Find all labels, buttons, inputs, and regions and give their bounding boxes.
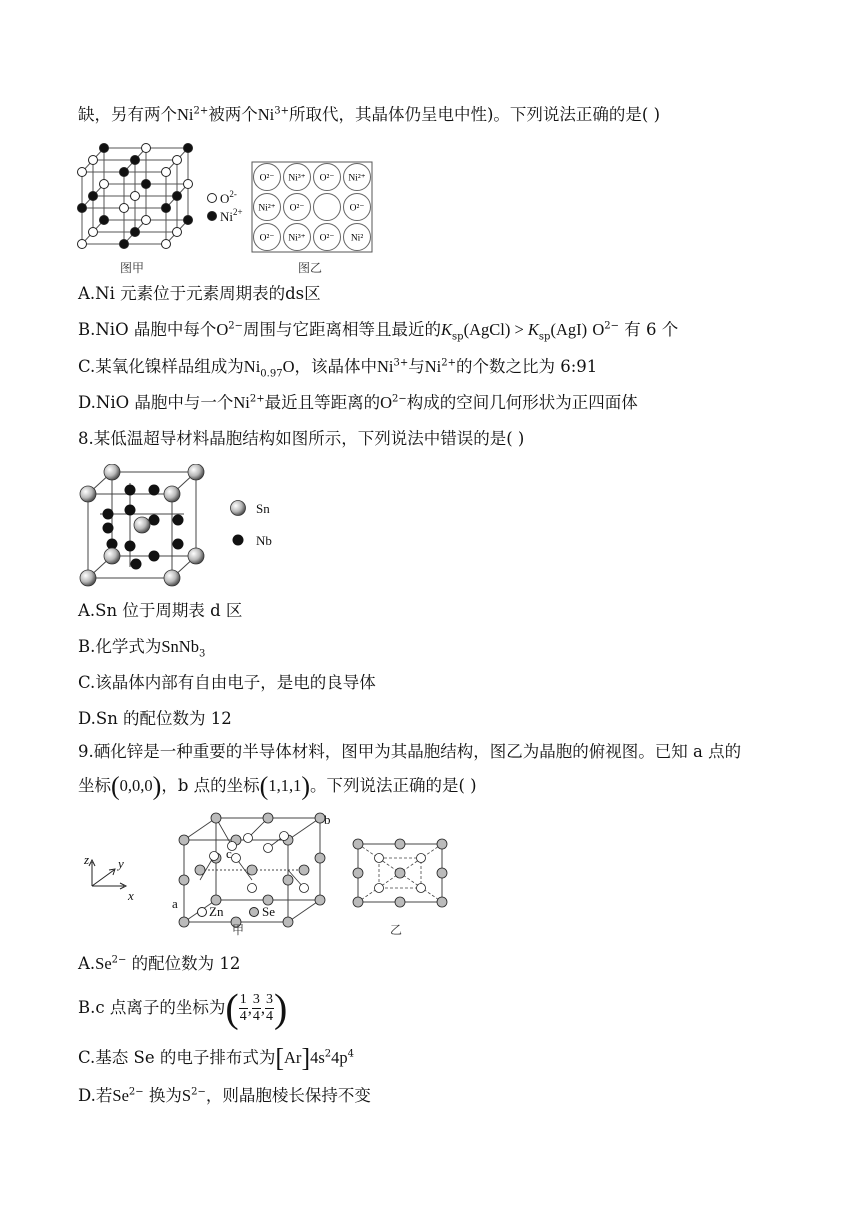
nio-defect-grid [252, 162, 372, 252]
grid-ion-label: O²⁻ [319, 173, 335, 184]
question-stem-text: 8.某低温超导材料晶胞结构如图所示，下列说法中错误的是( ) [78, 429, 525, 448]
oxide-symbol: O [592, 320, 605, 339]
q7-intro-text: 缺，另有两个 [78, 105, 177, 124]
q8-option-a [78, 599, 242, 623]
ni2-charge: 2+ [193, 105, 209, 117]
oxide-charge: 2− [604, 320, 620, 332]
point-b-label: b [324, 812, 331, 827]
oxide-symbol: O [282, 357, 295, 376]
orbital-4p: 4p [331, 1048, 348, 1067]
grid-ion-label: Ni²⁺ [258, 203, 276, 214]
option-text: 周围与它距离相等且最近的 [243, 320, 442, 339]
niobium-legend-marker [233, 535, 244, 546]
grid-ion-label: Ni³⁺ [288, 233, 306, 244]
paren-right: ) [301, 771, 310, 801]
formula-text: SnNb [161, 637, 199, 656]
option-text: B.NiO 晶胞中每个 [78, 320, 217, 339]
point-c-label: c [226, 846, 232, 861]
selenide-charge: 2− [128, 1086, 144, 1098]
grid-ion-label: O²⁻ [349, 203, 365, 214]
ni2-symbol: Ni [424, 357, 442, 376]
agi-text: (AgI) [550, 320, 588, 339]
superconductor-cell-figure [78, 464, 298, 588]
fraction [265, 992, 274, 1025]
question-stem-text: 9.硒化锌是一种重要的半导体材料，图甲为其晶胞结构，图乙为晶胞的俯视图。已知 a 点的 [78, 742, 742, 761]
zinc-legend-marker [198, 908, 207, 917]
grid-ion-label: Ni²⁺ [348, 173, 366, 184]
selenium-legend-marker [250, 908, 259, 917]
sulfide-symbol: S [181, 1086, 192, 1105]
fraction-denominator: 4 [239, 1009, 247, 1024]
q9-option-d [78, 1084, 371, 1108]
oxide-charge: 2− [392, 393, 407, 405]
grid-ion-label: O²⁻ [319, 233, 335, 244]
q9-stem-line-2 [78, 771, 477, 801]
paren-left: ( [225, 985, 239, 1031]
zinc-legend-label: Zn [209, 904, 224, 919]
fraction-denominator: 4 [252, 1009, 260, 1024]
ni2-symbol: Ni [177, 105, 194, 124]
ni-symbol: Ni [243, 357, 261, 376]
option-text: 构成的空间几何形状为正四面体 [406, 393, 638, 412]
coordinate-a: 0,0,0 [119, 776, 153, 795]
tin-legend-label: Sn [256, 501, 270, 516]
question-stem-text: ，b 点的坐标 [161, 776, 260, 795]
selenide-symbol: Se [112, 1086, 129, 1105]
figure-b-caption: 图乙 [297, 261, 323, 275]
grid-ion-label: Ni³⁺ [288, 173, 306, 184]
option-text: C.基态 Se 的电子排布式为 [78, 1048, 276, 1067]
ksp-subscript: sp [452, 331, 464, 343]
grid-ion-circle [314, 194, 341, 221]
selenide-symbol: Se [95, 954, 112, 973]
oxide-symbol: O [380, 393, 393, 412]
bracket-left: [ [275, 1043, 285, 1073]
oxide-legend-marker [208, 194, 217, 203]
fraction-numerator: 3 [252, 992, 260, 1007]
q8-option-d [78, 707, 232, 731]
option-text: 的配位数为 12 [131, 954, 241, 973]
option-text: B.化学式为 [78, 637, 162, 656]
ni3-symbol: Ni [257, 105, 275, 124]
grid-ion-label: O²⁻ [289, 203, 305, 214]
q9-stem-line-1 [78, 740, 741, 764]
bracket-right: ] [301, 1043, 311, 1073]
selenide-charge: 2− [111, 954, 127, 966]
fraction-numerator: 3 [265, 992, 273, 1007]
q7-intro-text: 被两个 [208, 105, 258, 124]
coordinate-c-fractions [239, 992, 274, 1024]
selenium-legend-label: Se [262, 904, 275, 919]
fraction [239, 992, 248, 1025]
option-text: A.Sn 位于周期表 d 区 [78, 601, 243, 620]
coordinate-b: 1,1,1 [268, 776, 302, 795]
q7-intro-line [78, 103, 660, 127]
paren-left: ( [111, 771, 120, 801]
axis-z-label: z [84, 852, 90, 867]
grid-ion-label: O²⁻ [259, 233, 275, 244]
argon-core: Ar [284, 1048, 302, 1067]
ksp-symbol: K [441, 320, 453, 339]
q8-stem [78, 427, 524, 451]
option-text: A. [78, 954, 96, 973]
orbital-4p-count: 4 [347, 1048, 355, 1060]
tin-legend-marker [231, 501, 246, 516]
option-text: 有 6 个 [624, 320, 679, 339]
ksp-symbol: K [527, 320, 539, 339]
nickel-legend-marker [208, 212, 217, 221]
nickel-legend-label: $Ni^{2+}$ [220, 207, 243, 224]
ni2-charge: 2+ [249, 393, 265, 405]
option-text: D.Sn 的配位数为 12 [78, 709, 232, 728]
question-stem-text: 坐标 [78, 776, 111, 795]
option-text: ，则晶胞棱长保持不变 [205, 1086, 371, 1105]
q8-option-c [78, 671, 376, 695]
ni2-charge: 2+ [441, 357, 456, 369]
q7-option-c [78, 355, 597, 379]
nio-cell-figure [76, 136, 386, 278]
ksp-subscript: sp [538, 331, 551, 343]
comma: , [260, 998, 265, 1018]
ni2-symbol: Ni [233, 393, 250, 412]
option-text: C.该晶体内部有自由电子，是电的良导体 [78, 673, 376, 692]
formula-subscript: 3 [198, 648, 206, 660]
paren-right: ) [273, 985, 288, 1031]
option-text: C.某氧化镍样品组成为 [78, 357, 244, 376]
q9-option-a [78, 952, 240, 976]
znse-top-view [353, 839, 447, 907]
option-text: 与 [408, 357, 425, 376]
axis-x-label: x [128, 888, 134, 903]
oxide-charge: 2− [228, 320, 244, 332]
paren-left: ( [259, 771, 269, 801]
fraction-denominator: 4 [265, 1009, 273, 1024]
option-text: A.Ni 元素位于元素周期表的ds区 [78, 284, 321, 303]
niobium-legend-label: Nb [256, 533, 272, 548]
nio-atoms [78, 144, 193, 249]
option-text: 最近且等距离的 [264, 393, 381, 412]
option-text: 换为 [148, 1086, 182, 1105]
q7-option-b [78, 318, 678, 342]
option-text: 的个数之比为 6:91 [455, 357, 598, 376]
option-text: D.NiO 晶胞中与一个 [78, 393, 234, 412]
option-text: B.c 点离子的坐标为 [78, 998, 226, 1017]
axis-y-label: y [118, 856, 124, 871]
figure-b-caption: 乙 [389, 923, 403, 937]
option-text: ，该晶体中 [294, 357, 377, 376]
q9-option-b [78, 986, 287, 1031]
grid-ion-label: Ni² [350, 233, 364, 244]
oxide-legend-label: $O^{2-}$ [220, 189, 237, 206]
q7-option-a [78, 282, 321, 306]
figure-a-caption: 甲 [231, 923, 245, 937]
q7-intro-text: 所取代，其晶体仍呈电中性)。下列说法正确的是( ) [289, 105, 661, 124]
fraction-numerator: 1 [239, 992, 247, 1007]
q9-option-c [78, 1043, 355, 1073]
oxide-symbol: O [216, 320, 229, 339]
fraction [252, 992, 261, 1025]
comma: , [247, 998, 252, 1018]
sulfide-charge: 2− [191, 1086, 206, 1098]
orbital-4s: 4s [310, 1048, 325, 1067]
ni3-charge: 3+ [274, 105, 289, 117]
grid-ion-label: O²⁻ [259, 173, 275, 184]
ni3-symbol: Ni [376, 357, 394, 376]
q7-option-d [78, 391, 638, 415]
point-a-label: a [172, 896, 178, 911]
orbital-4s-count: 2 [324, 1048, 332, 1060]
znse-cell-figure [78, 808, 458, 940]
q8-option-b [78, 635, 205, 659]
option-text: D.若 [78, 1086, 113, 1105]
ni-subscript: 0.97 [260, 368, 283, 380]
agcl-text: (AgCl) > [463, 320, 528, 339]
figure-a-caption: 图甲 [119, 261, 145, 275]
ni3-charge: 3+ [393, 357, 409, 369]
question-stem-text: 。下列说法正确的是( ) [310, 776, 477, 795]
paren-right: ) [152, 771, 162, 801]
